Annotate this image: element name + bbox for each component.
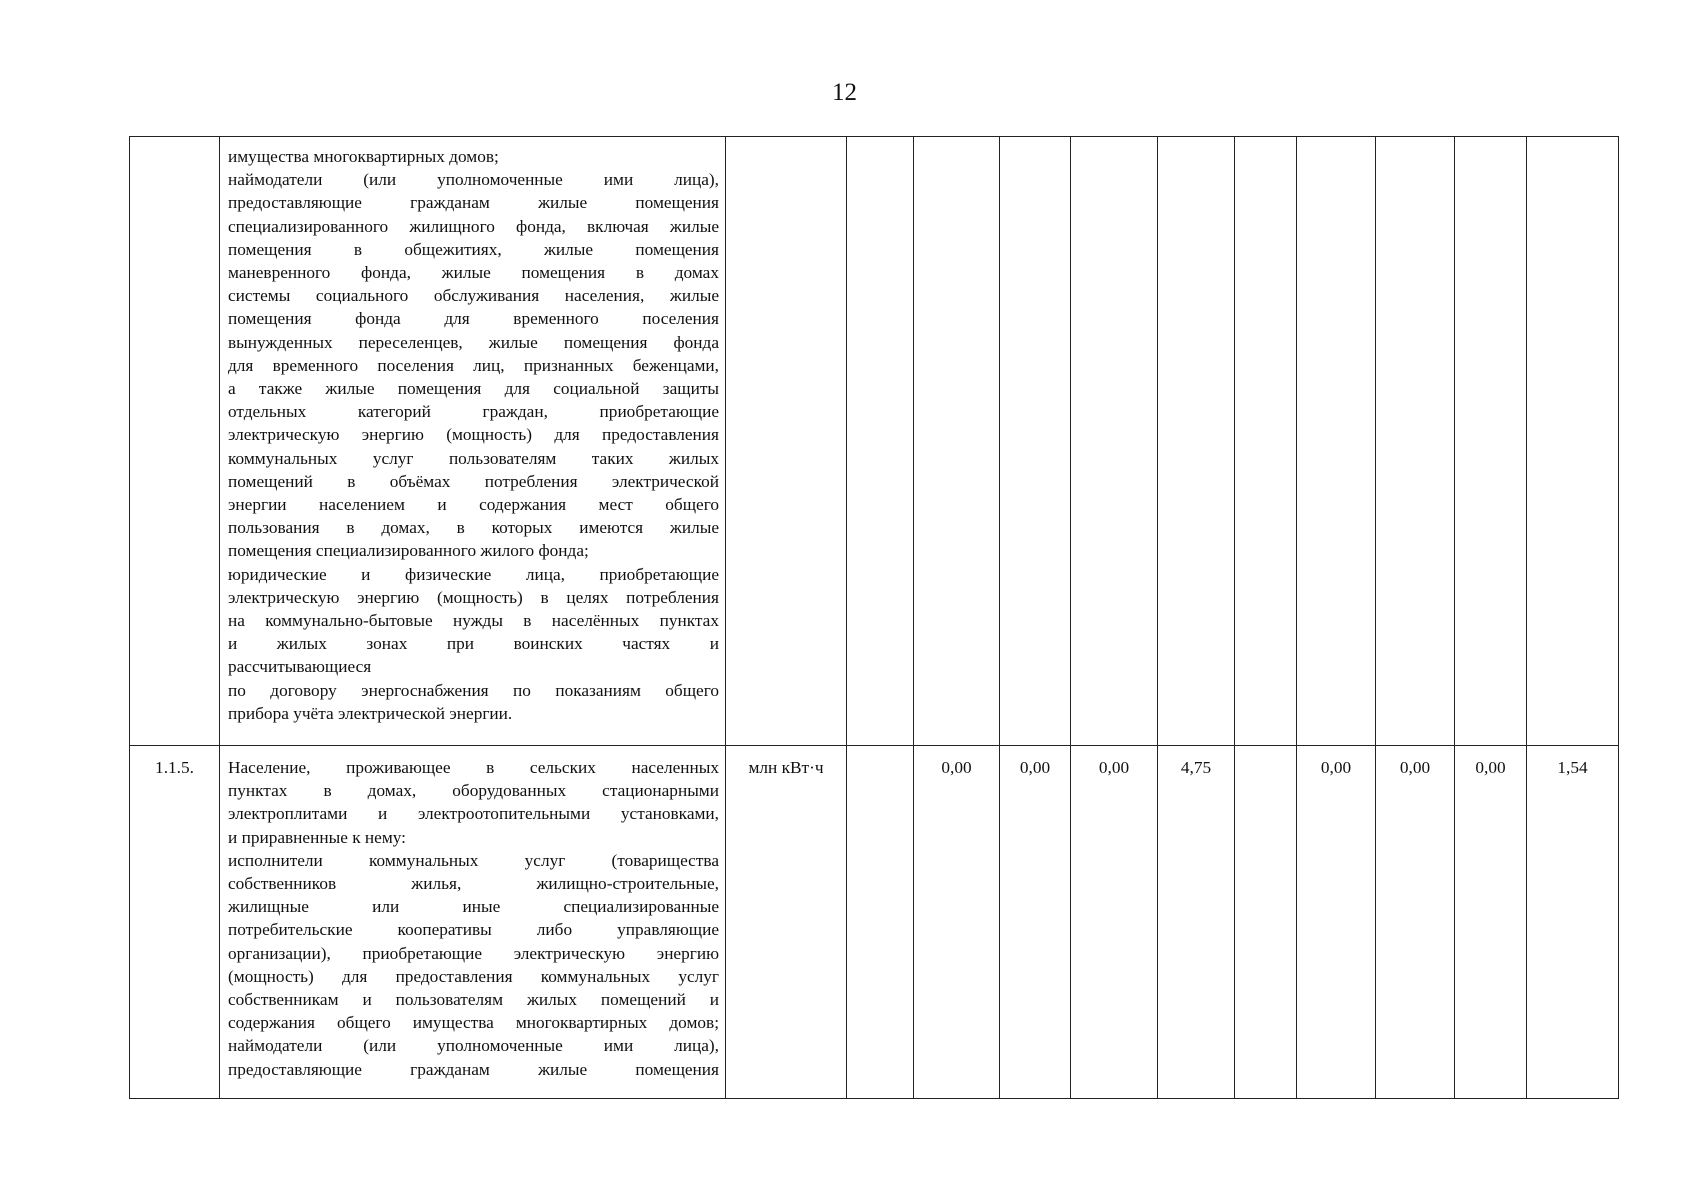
description-lines [228,756,719,1081]
description-line: помещения в общежитиях, жилые помещения [228,239,719,259]
description-line: и жилых зонах при воинских частях и [228,634,719,654]
description-line: помещения специализированного жилого фонда; [228,541,589,561]
value-cell [1235,137,1297,746]
value-cell: 0,00 [1376,746,1455,1099]
value-cell [1071,137,1158,746]
description-line: коммунальных услуг пользователям таких жилых [228,448,719,468]
value-cell: 0,00 [914,746,1000,1099]
description-lines [228,145,719,725]
description-line: потребительские кооперативы либо управляющие [228,920,719,940]
unit-cell: млн кВт·ч [726,746,847,1099]
value-cell [1235,746,1297,1099]
description-line: (мощность) для предоставления коммунальных услуг [228,966,719,986]
value-cell: 0,00 [1000,746,1071,1099]
description-line: наймодатели (или уполномоченные ими лица), [228,1036,719,1056]
row-number-cell: 1.1.5. [130,746,220,1099]
description-line: для временного поселения лиц, признанных беженцами, [228,355,719,375]
description-line: маневренного фонда, жилые помещения в домах [228,263,719,283]
description-line: электроплитами и электроотопительными установками, [228,804,719,824]
value-cell [1000,137,1071,746]
description-line: исполнители коммунальных услуг (товарищества [228,850,719,870]
description-line: жилищные или иные специализированные [228,897,719,917]
value-cell [847,746,914,1099]
value-cell [847,137,914,746]
value-cell: 4,75 [1158,746,1235,1099]
description-line: а также жилые помещения для социальной защиты [228,379,719,399]
description-line: энергии населением и содержания мест общего [228,495,719,515]
description-line: пунктах в домах, оборудованных стационарными [228,781,719,801]
tariff-table [129,136,1619,1099]
description-line: Население, проживающее в сельских населенных [228,758,719,777]
description-line: имущества многоквартирных домов; [228,147,499,166]
description-line: системы социального обслуживания населения, жилые [228,286,719,306]
description-line: отдельных категорий граждан, приобретающие [228,402,719,422]
row-description-cell [220,137,726,746]
page-number: 12 [832,79,857,106]
description-line: содержания общего имущества многоквартирных домов; [228,1013,719,1033]
description-line: предоставляющие гражданам жилые помещения [228,193,719,213]
description-line: прибора учёта электрической энергии. [228,703,513,723]
value-cell: 0,00 [1297,746,1376,1099]
row-number-cell [130,137,220,746]
value-cell: 1,54 [1527,746,1619,1099]
description-line: рассчитывающиеся [228,657,372,677]
description-line: юридические и физические лица, приобретающие [228,564,719,584]
unit-cell [726,137,847,746]
description-line: на коммунально-бытовые нужды в населённых пунктах [228,611,719,631]
value-cell: 0,00 [1071,746,1158,1099]
description-line: предоставляющие гражданам жилые помещения [228,1059,719,1079]
description-line: наймодатели (или уполномоченные ими лица), [228,170,719,190]
value-cell [1527,137,1619,746]
description-line: электрическую энергию (мощность) для предоставления [228,425,719,445]
value-cell [1158,137,1235,746]
value-cell: 0,00 [1455,746,1527,1099]
description-line: по договору энергоснабжения по показаниям общего [228,680,719,700]
description-line: вынужденных переселенцев, жилые помещения фонда [228,332,719,352]
description-line: помещения фонда для временного поселения [228,309,719,329]
description-line: организации), приобретающие электрическую энергию [228,943,719,963]
description-line: специализированного жилищного фонда, включая жилые [228,216,719,236]
description-line: собственникам и пользователям жилых помещений и [228,990,719,1010]
table-row [130,137,1619,746]
value-cell [1297,137,1376,746]
description-line: электрическую энергию (мощность) в целях потребления [228,587,719,607]
value-cell [914,137,1000,746]
value-cell [1376,137,1455,746]
description-line: помещений в объёмах потребления электрической [228,471,719,491]
description-line: и приравненные к нему: [228,827,406,847]
value-cell [1455,137,1527,746]
table-row [130,746,1619,1099]
row-description-cell [220,746,726,1099]
description-line: пользования в домах, в которых имеются жилые [228,518,719,538]
description-line: собственников жилья, жилищно-строительные, [228,874,719,894]
